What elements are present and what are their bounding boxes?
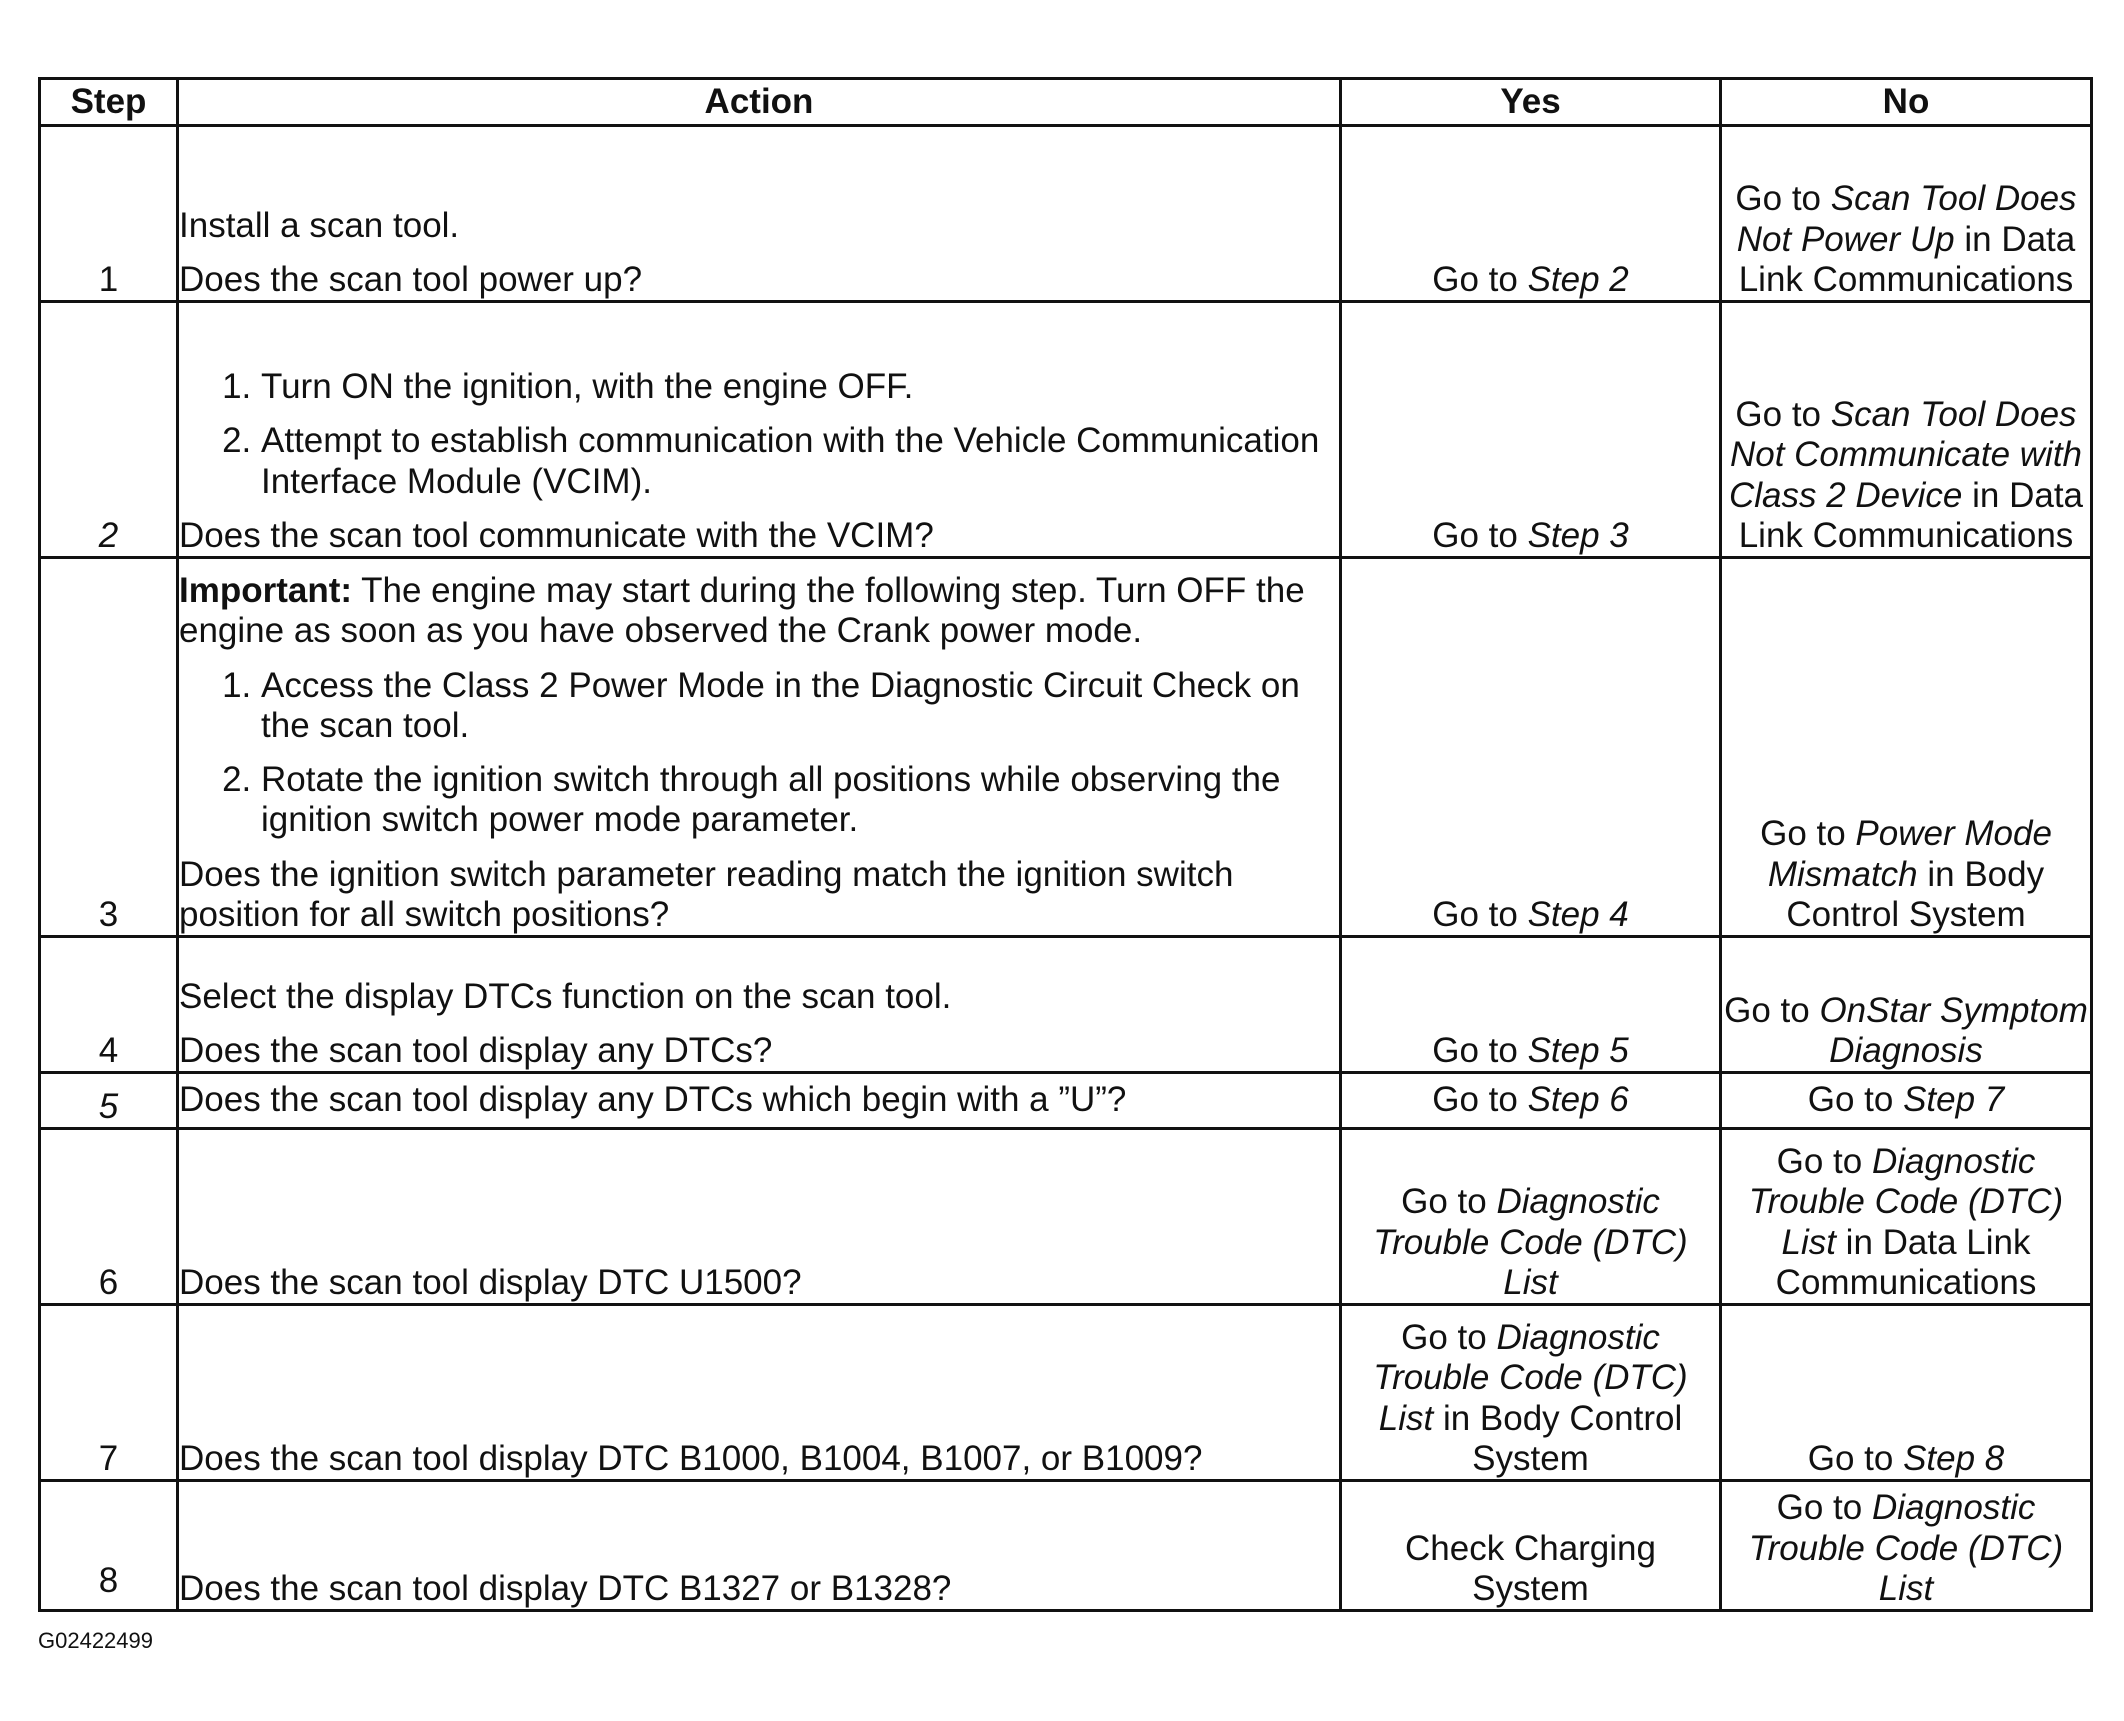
yes-cell — [1341, 126, 1721, 302]
header-row — [40, 79, 2092, 126]
step-number: 5 — [40, 1073, 178, 1129]
table-row — [40, 302, 2092, 558]
yes-link[interactable]: Step 3 — [1527, 515, 1629, 555]
no-cell — [1721, 1481, 2092, 1611]
step-number: 6 — [40, 1129, 178, 1305]
action-text: Select the display DTCs function on the scan tool. — [179, 976, 952, 1016]
no-link[interactable]: Step 8 — [1903, 1438, 2005, 1478]
no-text: Go to — [1776, 1488, 1872, 1528]
no-link[interactable]: Power Mode Mismatch — [1767, 814, 2052, 894]
step-number: 1 — [40, 126, 178, 302]
action-question: Does the scan tool display any DTCs which begin with a ”U”? — [179, 1080, 1127, 1120]
no-cell — [1721, 302, 2092, 558]
yes-text: Go to — [1432, 894, 1528, 934]
yes-cell — [1341, 937, 1721, 1073]
step-number: 2 — [40, 302, 178, 558]
yes-link[interactable]: Step 5 — [1527, 1030, 1629, 1070]
important-text: The engine may start during the following step. Turn OFF the engine as soon as you have observed the Crank power mode. — [179, 571, 1305, 651]
header-no: No — [1721, 79, 2092, 126]
important-label: Important: — [179, 571, 353, 610]
no-cell — [1721, 558, 2092, 937]
action-question: Does the ignition switch parameter reading match the ignition switch position for all switch positions? — [179, 854, 1234, 934]
yes-text: Go to — [1432, 1030, 1528, 1070]
action-cell — [178, 1073, 1341, 1129]
action-cell — [178, 1129, 1341, 1305]
yes-link[interactable]: Step 6 — [1527, 1080, 1629, 1120]
no-text: Go to — [1776, 1142, 1872, 1181]
yes-text: Go to — [1432, 259, 1528, 299]
yes-text: Go to — [1401, 1182, 1497, 1222]
no-link[interactable]: Diagnostic Trouble Code (DTC) List — [1748, 1488, 2064, 1608]
action-question: Does the scan tool communicate with the VCIM? — [179, 515, 934, 555]
table-row — [40, 1481, 2092, 1611]
action-steps — [179, 666, 1339, 841]
no-cell — [1721, 1073, 2092, 1129]
table-row — [40, 558, 2092, 937]
yes-cell — [1341, 1073, 1721, 1129]
no-text: Go to — [1807, 1080, 1904, 1120]
action-step-item: 1. Access the Class 2 Power Mode in the Diagnostic Circuit Check on the scan tool. — [261, 666, 1339, 747]
no-cell — [1721, 1129, 2092, 1305]
table-row — [40, 1129, 2092, 1305]
no-link[interactable]: Scan Tool Does Not Communicate with Class 2 Device — [1728, 395, 2083, 515]
yes-cell — [1341, 558, 1721, 937]
table-row — [40, 937, 2092, 1073]
action-cell — [178, 937, 1341, 1073]
important-note — [179, 571, 1339, 652]
table-row — [40, 1073, 2092, 1129]
no-cell — [1721, 126, 2092, 302]
figure-id: G02422499 — [38, 1628, 153, 1653]
no-text: Go to — [1760, 814, 1856, 854]
action-question: Does the scan tool display DTC B1000, B1004, B1007, or B1009? — [179, 1438, 1203, 1478]
no-link[interactable]: Step 7 — [1903, 1080, 2005, 1120]
action-text: Install a scan tool. — [179, 205, 460, 245]
diagnostic-table — [38, 77, 2093, 1612]
yes-cell — [1341, 302, 1721, 558]
yes-text: Go to — [1432, 515, 1528, 555]
yes-text-suffix: in Body Control System — [1433, 1398, 1683, 1478]
action-step-item: 1. Turn ON the ignition, with the engine OFF. — [261, 367, 1339, 407]
no-text: Go to — [1735, 395, 1831, 434]
no-text-suffix: in Data Link Communications — [1738, 475, 2084, 555]
table-row — [40, 126, 2092, 302]
no-link[interactable]: Diagnostic Trouble Code (DTC) List — [1748, 1142, 2064, 1262]
step-number: 4 — [40, 937, 178, 1073]
action-steps — [179, 367, 1339, 502]
no-text-suffix: in Data Link Communications — [1775, 1222, 2037, 1302]
no-cell — [1721, 1305, 2092, 1481]
action-cell — [178, 126, 1341, 302]
yes-cell — [1341, 1305, 1721, 1481]
no-text: Go to — [1735, 179, 1831, 219]
action-cell — [178, 1305, 1341, 1481]
yes-text: Check Charging System — [1405, 1528, 1656, 1608]
action-cell — [178, 558, 1341, 937]
action-question: Does the scan tool display any DTCs? — [179, 1030, 773, 1070]
step-number: 7 — [40, 1305, 178, 1481]
step-number: 8 — [40, 1481, 178, 1611]
yes-link[interactable]: Step 2 — [1527, 259, 1629, 299]
header-action: Action — [178, 79, 1341, 126]
action-step-item: 2. Attempt to establish communication with the Vehicle Communication Interface Module (VCIM). — [261, 421, 1339, 502]
no-text-suffix: in Body Control System — [1786, 854, 2045, 934]
no-text: Go to — [1807, 1438, 1904, 1478]
action-question: Does the scan tool power up? — [179, 259, 643, 299]
header-step: Step — [40, 79, 178, 126]
yes-link[interactable]: Step 4 — [1527, 894, 1629, 934]
table-row — [40, 1305, 2092, 1481]
yes-text: Go to — [1401, 1318, 1497, 1357]
action-question: Does the scan tool display DTC U1500? — [179, 1262, 802, 1302]
yes-link[interactable]: Diagnostic Trouble Code (DTC) List — [1373, 1318, 1688, 1438]
action-cell — [178, 302, 1341, 558]
step-number: 3 — [40, 558, 178, 937]
no-cell — [1721, 937, 2092, 1073]
yes-cell — [1341, 1481, 1721, 1611]
action-step-item: 2. Rotate the ignition switch through all positions while observing the ignition switch power mode parameter. — [261, 760, 1339, 841]
yes-cell — [1341, 1129, 1721, 1305]
no-text: Go to — [1724, 990, 1820, 1030]
yes-text: Go to — [1432, 1080, 1528, 1120]
no-link[interactable]: OnStar Symptom Diagnosis — [1819, 990, 2088, 1070]
yes-link[interactable]: Diagnostic Trouble Code (DTC) List — [1373, 1182, 1688, 1302]
header-yes: Yes — [1341, 79, 1721, 126]
action-question: Does the scan tool display DTC B1327 or B1328? — [179, 1568, 952, 1608]
action-cell — [178, 1481, 1341, 1611]
no-link[interactable]: Scan Tool Does Not Power Up — [1736, 179, 2077, 259]
no-text-suffix: in Data Link Communications — [1738, 219, 2076, 299]
